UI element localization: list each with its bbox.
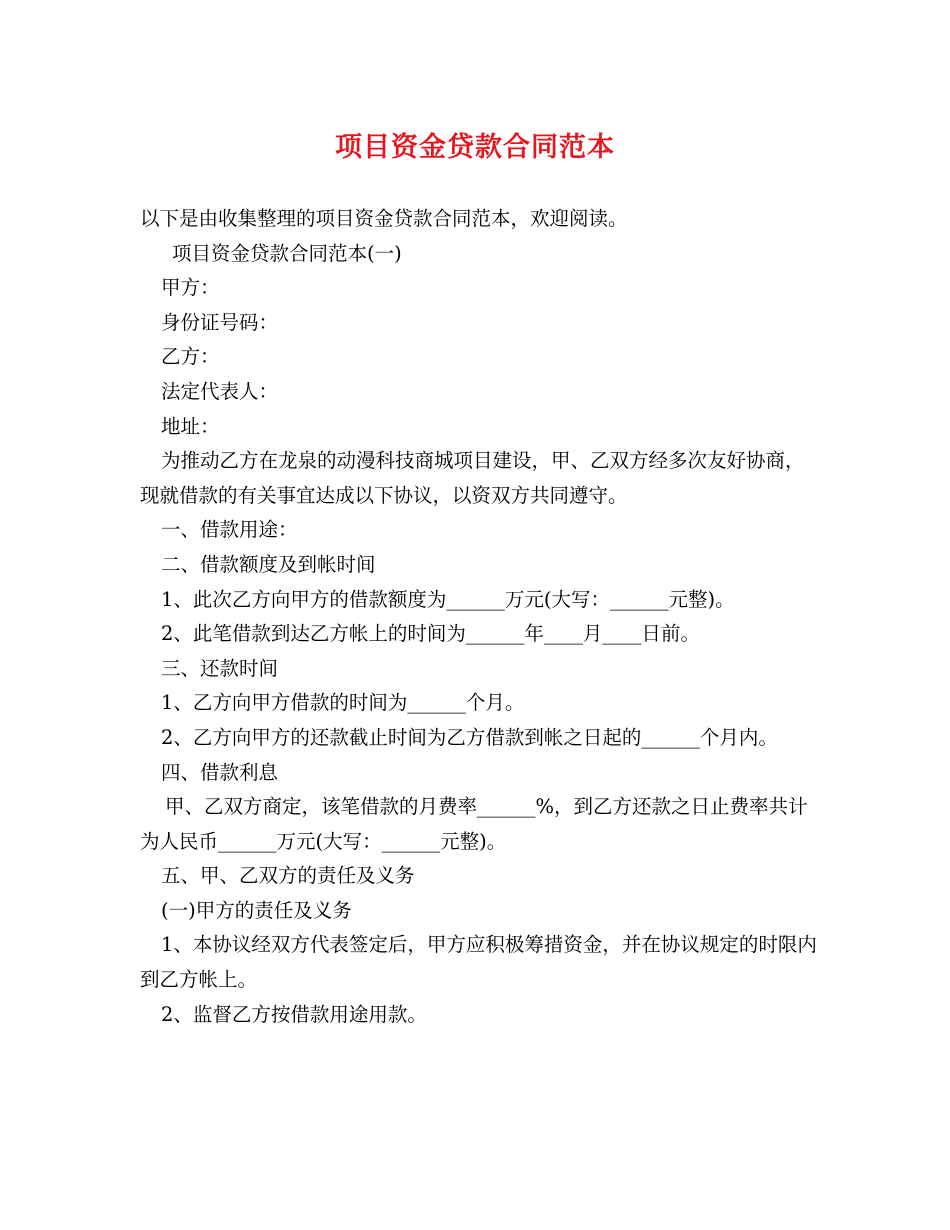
body-paragraph: 2、此笔借款到达乙方帐上的时间为______年____月____日前。: [161, 622, 700, 646]
body-paragraph: 三、还款时间: [161, 656, 279, 680]
body-paragraph: 身份证号码：: [161, 310, 279, 334]
body-paragraph: 二、借款额度及到帐时间: [161, 552, 376, 576]
body-paragraph: 1、乙方向甲方借款的时间为______个月。: [161, 691, 525, 715]
body-paragraph: 五、甲、乙双方的责任及义务: [161, 864, 415, 888]
document-body: [140, 202, 820, 1032]
body-paragraph: 法定代表人：: [161, 379, 279, 403]
body-paragraph: 2、乙方向甲方的还款截止时间为乙方借款到帐之日起的______个月内。: [161, 725, 778, 749]
body-paragraph: 项目资金贷款合同范本(一): [172, 241, 402, 265]
body-paragraph: 四、借款利息: [161, 760, 279, 784]
body-paragraph: (一)甲方的责任及义务: [161, 898, 352, 922]
body-paragraph: 甲、乙双方商定，该笔借款的月费率______%，到乙方还款之日止费率共计为人民币______万元(大写：______元整)。: [140, 795, 808, 853]
body-paragraph: 甲方：: [161, 276, 220, 300]
body-paragraph: 地址：: [161, 414, 220, 438]
body-paragraph: 1、此次乙方向甲方的借款额度为______万元(大写：______元整)。: [161, 587, 735, 611]
body-paragraph: 一、借款用途：: [161, 518, 298, 542]
document-title: 项目资金贷款合同范本: [335, 132, 615, 163]
body-paragraph: 1、本协议经双方代表签定后，甲方应积极筹措资金，并在协议规定的时限内到乙方帐上。: [140, 933, 817, 992]
body-paragraph: 为推动乙方在龙泉的动漫科技商城项目建设，甲、乙双方经多次友好协商，现就借款的有关事宜达成以下协议，以资双方共同遵守。: [140, 449, 805, 507]
body-paragraph: 以下是由收集整理的项目资金贷款合同范本，欢迎阅读。: [140, 207, 628, 230]
body-paragraph: 2、监督乙方按借款用途用款。: [161, 1002, 427, 1026]
body-paragraph: 乙方：: [161, 345, 220, 369]
